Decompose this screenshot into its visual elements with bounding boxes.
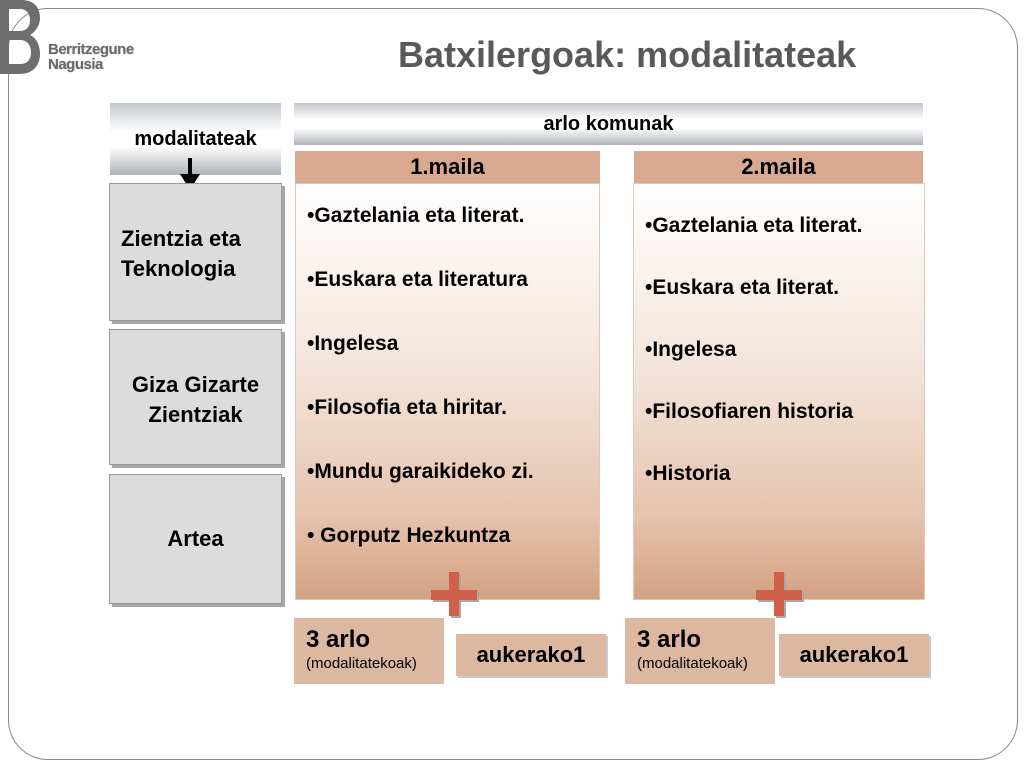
arlo-count: 3 arlo	[637, 626, 702, 653]
plus-icon	[755, 570, 805, 620]
modalitatea-label: Teknologia	[121, 256, 236, 281]
logo-line-2: Nagusia	[48, 56, 103, 73]
logo-b-icon	[0, 0, 40, 74]
maila1-header: 1.maila	[295, 151, 600, 183]
modalitateak-header: modalitateak	[110, 103, 281, 175]
subject-item: •Euskara eta literat.	[645, 276, 840, 299]
modalitatea-label: Artea	[167, 526, 224, 551]
subject-item: •Gaztelania eta literat.	[307, 204, 525, 227]
maila2-arlo-box	[625, 618, 775, 684]
maila1-subject-list	[295, 183, 600, 600]
logo-line-1: Berritzegune	[48, 41, 134, 58]
logo-text	[48, 42, 134, 72]
arlo-note: (modalitatekoak)	[306, 655, 417, 672]
subject-item: •Historia	[645, 462, 731, 485]
subject-item: •Gaztelania eta literat.	[645, 214, 863, 237]
page-title: Batxilergoak: modalitateak	[398, 34, 857, 75]
subject-item: • Gorputz Hezkuntza	[307, 524, 511, 547]
maila2-aukerako-box: aukerako1	[779, 634, 929, 676]
subject-item: •Filosofia eta hiritar.	[307, 396, 507, 419]
modalitatea-label: Zientzia eta	[121, 226, 241, 251]
modalitatea-artea	[109, 474, 282, 604]
maila1-aukerako-box: aukerako1	[456, 634, 606, 676]
modalitatea-zientzia-teknologia	[109, 183, 282, 321]
maila2-subject-list	[633, 183, 925, 600]
maila1-arlo-box	[294, 618, 444, 684]
modalitatea-giza-gizarte-zientziak	[109, 329, 282, 465]
subject-item: •Mundu garaikideko zi.	[307, 460, 534, 483]
plus-icon	[430, 570, 480, 620]
subject-item: •Filosofiaren historia	[645, 400, 854, 423]
arlo-note: (modalitatekoak)	[637, 655, 748, 672]
arlo-komunak-header: arlo komunak	[294, 103, 923, 145]
modalitatea-label: Zientziak	[148, 402, 243, 427]
subject-item: •Euskara eta literatura	[307, 268, 528, 291]
subject-item: •Ingelesa	[645, 338, 737, 361]
modalitatea-label: Giza Gizarte	[131, 372, 260, 397]
subject-item: •Ingelesa	[307, 332, 399, 355]
maila2-header: 2.maila	[634, 151, 923, 183]
arlo-count: 3 arlo	[306, 626, 371, 653]
